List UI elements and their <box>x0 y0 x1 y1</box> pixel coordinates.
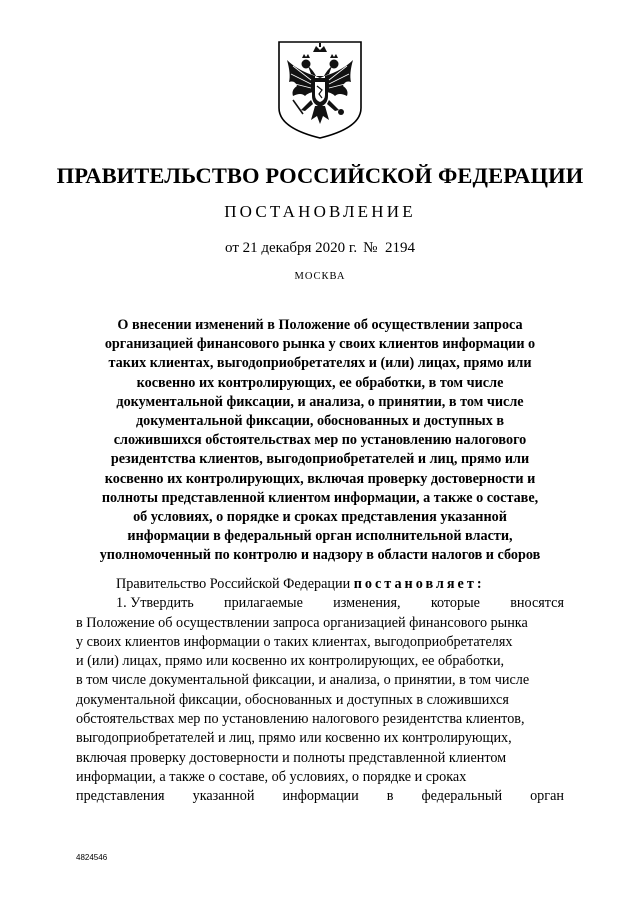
subject-line: об условиях, о порядке и сроках представления указанной <box>133 509 507 526</box>
subject-line: косвенно их контролирующих, ее обработки, в том числе <box>136 374 504 391</box>
document-code: 4824546 <box>76 853 108 862</box>
body-word: указанной <box>192 788 255 805</box>
document-date: от 21 декабря 2020 г. <box>225 240 358 256</box>
subject-line: документальной фиксации, обоснованных и доступных в <box>135 413 505 430</box>
subject-line: информации в федеральный орган исполнительной власти, <box>127 528 513 545</box>
subject-line: косвенно их контролирующих, включая проверку достоверности и <box>104 470 536 487</box>
subject-line: уполномоченный по контролю и надзору в области налогов и сборов <box>99 547 541 564</box>
date-number-line <box>0 240 640 257</box>
body-word: изменения, <box>333 595 401 612</box>
body-word: которые <box>430 595 480 612</box>
body-word: представления <box>76 788 165 805</box>
body-word: прилагаемые <box>224 595 303 612</box>
document-body <box>76 575 564 807</box>
subject-line: сложившихся обстоятельствах мер по установлению налогового <box>113 432 527 449</box>
subject-line: организацией финансового рынка у своих клиентов информации о <box>104 336 536 353</box>
intro-keyword: постановляет: <box>353 576 485 592</box>
body-word: в <box>386 788 394 805</box>
body-line: обстоятельствах мер по установлению налогового резидентства клиентов, <box>76 711 525 728</box>
city: МОСКВА <box>294 271 346 282</box>
body-line: и (или) лицах, прямо или косвенно их контролирующих, ее обработки, <box>76 653 505 670</box>
body-line: информации, а также о составе, об условиях, о порядке и сроках <box>76 768 467 785</box>
subject-line: документальной фиксации, и анализа, о принятии, в том числе <box>116 393 524 410</box>
body-line: в том числе документальной фиксации, и анализа, о принятии, в том числе <box>76 672 530 689</box>
intro-prefix: Правительство Российской Федерации <box>116 576 351 592</box>
body-line: в Положение об осуществлении запроса организацией финансового рынка <box>76 614 528 631</box>
body-word: 1. Утвердить <box>116 595 194 612</box>
body-line: у своих клиентов информации о таких клиентах, выгодоприобретателях <box>76 633 513 650</box>
subject-line: полноты представленной клиентом информации, а также о составе, <box>101 489 539 506</box>
body-word: федеральный <box>421 788 503 805</box>
body-word: информации <box>282 788 359 805</box>
number-label: № <box>363 240 378 256</box>
subject-line: О внесении изменений в Положение об осуществлении запроса <box>117 317 523 333</box>
subject-line: резидентства клиентов, выгодоприобретателей и лиц, прямо или <box>110 451 530 468</box>
item-1-first-line <box>76 594 564 613</box>
body-word: вносятся <box>510 595 564 612</box>
body-line: включая проверку достоверности и полноты представленной клиентом <box>76 749 507 766</box>
document-type: ПОСТАНОВЛЕНИЕ <box>224 202 416 221</box>
intro-paragraph <box>76 575 564 594</box>
body-line: документальной фиксации, обоснованных и доступных в сложившихся <box>76 691 509 708</box>
government-title: ПРАВИТЕЛЬСТВО РОССИЙСКОЙ ФЕДЕРАЦИИ <box>56 163 584 188</box>
body-word: орган <box>530 788 564 805</box>
body-last-line <box>76 787 564 806</box>
body-line: выгодоприобретателей и лиц, прямо или косвенно их контролирующих, <box>76 730 512 747</box>
document-number: 2194 <box>384 240 415 256</box>
document-subject <box>60 316 580 566</box>
subject-line: таких клиентах, выгодоприобретателях и (или) лицах, прямо или <box>108 355 532 372</box>
coat-of-arms-icon <box>275 40 365 140</box>
